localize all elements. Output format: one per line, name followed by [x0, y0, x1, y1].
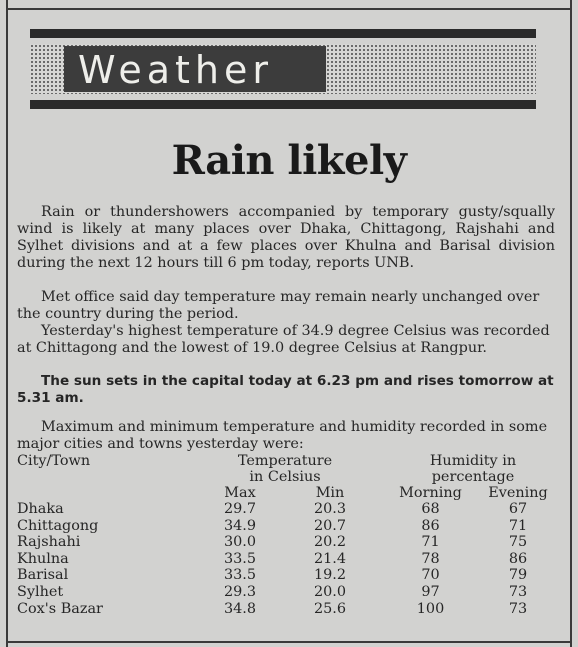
- evening-humidity-cell: 75: [508, 534, 528, 551]
- bottom-rule: [6, 641, 572, 643]
- min-temp-cell: 20.2: [313, 534, 347, 551]
- max-header: Max: [224, 485, 256, 501]
- evening-humidity-cell: 73: [508, 600, 528, 617]
- evening-humidity-cell: 71: [508, 517, 528, 534]
- evening-humidity-cell: 67: [508, 501, 528, 517]
- max-temp-cell: 29.7: [223, 501, 257, 517]
- paragraph-sun-times: The sun sets in the capital today at 6.23 pm and rises tomorrow at 5.31 am.: [17, 373, 554, 406]
- evening-humidity-cell: 73: [508, 584, 528, 600]
- evening-humidity-cell: 86: [508, 550, 528, 567]
- morning-humidity-cell: 97: [421, 584, 440, 600]
- min-temp-cell: 20.7: [313, 517, 347, 534]
- city-cell: Cox's Bazar: [17, 600, 103, 617]
- morning-humidity-cell: 68: [421, 501, 440, 517]
- max-temp-cell: 34.8: [223, 600, 257, 617]
- min-temp-cell: 25.6: [313, 600, 347, 617]
- max-temp-cell: 30.0: [223, 534, 257, 551]
- min-temp-cell: 19.2: [313, 567, 347, 584]
- evening-humidity-cell: 79: [508, 567, 528, 584]
- humidity-unit-header: percentage: [431, 469, 515, 485]
- city-cell: Sylhet: [17, 584, 64, 600]
- min-temp-cell: 21.4: [313, 550, 347, 567]
- max-temp-cell: 33.5: [223, 550, 257, 567]
- max-temp-cell: 29.3: [223, 584, 257, 600]
- morning-humidity-cell: 86: [421, 517, 440, 534]
- min-temp-cell: 20.3: [313, 501, 347, 517]
- morning-humidity-cell: 78: [421, 550, 440, 567]
- min-header: Min: [315, 485, 345, 501]
- masthead-bottom-bar: [30, 100, 536, 109]
- section-title: Weather: [78, 48, 273, 92]
- morning-humidity-cell: 71: [421, 534, 440, 551]
- left-column-rule: [6, 0, 8, 647]
- evening-header: Evening: [488, 485, 548, 501]
- top-rule: [6, 8, 572, 10]
- city-header: City/Town: [17, 453, 91, 469]
- headline: Rain likely: [171, 137, 407, 184]
- min-temp-cell: 20.0: [313, 584, 347, 600]
- city-cell: Rajshahi: [17, 534, 81, 551]
- right-column-rule: [570, 0, 572, 647]
- temperature-header: Temperature: [237, 453, 333, 469]
- paragraph-records: Yesterday's highest temperature of 34.9 degree Celsius was recorded at Chittagong and the lowest of 19.0 degree Celsius at Rangpur.: [17, 323, 550, 356]
- masthead-top-bar: [30, 29, 536, 38]
- humidity-header: Humidity in: [429, 453, 517, 469]
- morning-humidity-cell: 70: [421, 567, 440, 584]
- city-cell: Chittagong: [17, 517, 99, 534]
- city-cell: Khulna: [17, 550, 69, 567]
- max-temp-cell: 33.5: [223, 567, 257, 584]
- paragraph-temperature-outlook: Met office said day temperature may remain nearly unchanged over the country during the period.: [17, 289, 540, 322]
- city-cell: Dhaka: [17, 501, 64, 517]
- morning-header: Morning: [399, 485, 462, 501]
- max-temp-cell: 34.9: [223, 517, 257, 534]
- paragraph-table-intro: Maximum and minimum temperature and humidity recorded in some major cities and towns yesterday were:: [17, 419, 548, 452]
- city-cell: Barisal: [17, 567, 69, 584]
- paragraph-forecast: Rain or thundershowers accompanied by temporary gusty/squally wind is likely at many places over Dhaka, Chittagong, Rajshahi and Sylhet divisions and at a few places over Khulna and Barisal division during the next 12 hours till 6 pm today, reports UNB.: [17, 204, 555, 271]
- morning-humidity-cell: 100: [416, 600, 445, 617]
- temperature-unit-header: in Celsius: [249, 469, 321, 485]
